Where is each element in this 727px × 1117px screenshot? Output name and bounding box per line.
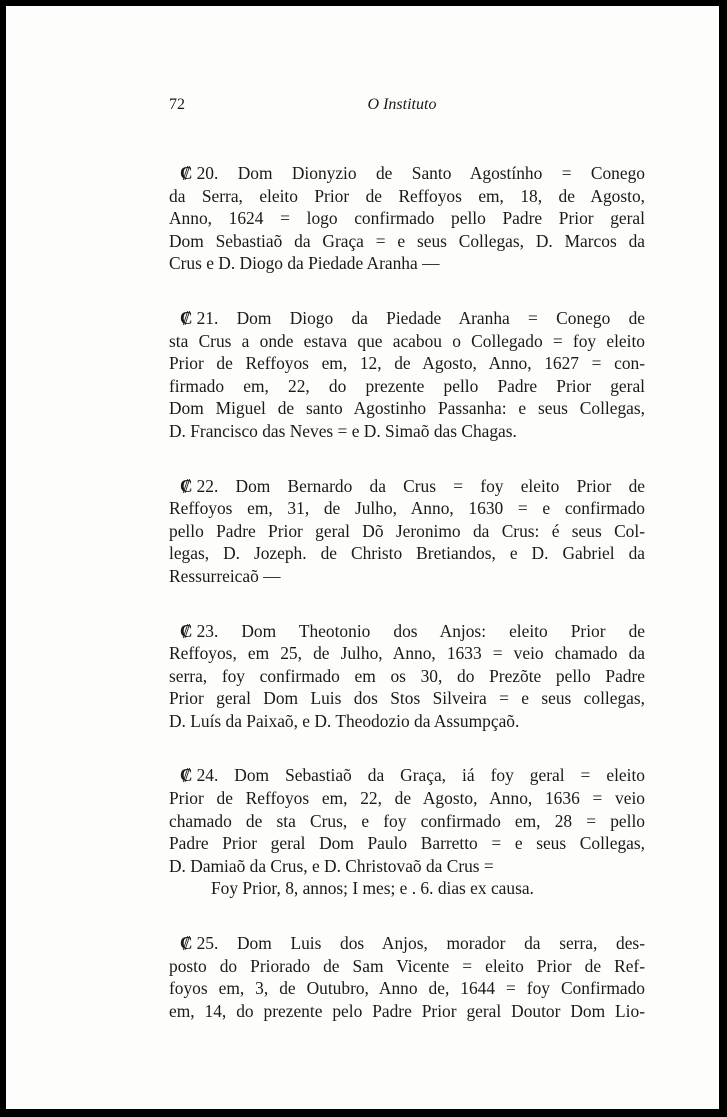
entry-line: Prior de Reffoyos em, 22, de Agosto, Anno, 1636 = veio [169,788,645,809]
paragraph-mark-icon: ₡ [180,620,193,641]
page-number: 72 [169,96,185,113]
entry-line: foyos em, 3, de Outubro, Anno de, 1644 = foy Confirmado [169,978,645,999]
entry-line: ₡ 24. Dom Sebastiaõ da Graça, iá foy geral = eleito [180,765,645,786]
entry-line: Dom Miguel de santo Agostinho Passanha: e seus Collegas, [169,398,645,419]
entry-line: ₡ 21. Dom Diogo da Piedade Aranha = Conego de [180,307,645,328]
entry-line: Anno, 1624 = logo confirmado pello Padre Prior geral [169,208,645,229]
entry-line: ₡ 23. Dom Theotonio dos Anjos: eleito Prior de [180,620,645,641]
entry-line: firmado em, 22, do prezente pello Padre Prior geral [169,375,645,396]
entry-line: posto do Priorado de Sam Vicente = eleito Prior de Ref- [169,955,645,976]
paragraph-mark-icon: ₡ [180,475,193,496]
entry-20 [169,162,645,275]
entry-24 [169,764,645,900]
entry-line: ₡ 22. Dom Bernardo da Crus = foy eleito Prior de [180,475,645,496]
paragraph-mark-icon: ₡ [180,163,193,183]
entry-line: Dom Sebastiaõ da Graça = e seus Collegas, D. Marcos da [169,230,645,251]
paragraph-mark-icon: ₡ [180,933,193,954]
entry-line: em, 14, do prezente pelo Padre Prior geral Doutor Dom Lio- [169,1000,645,1021]
entry-line: pello Padre Prior geral Dõ Jeronimo da Crus: é seus Col- [169,520,645,541]
entry-line: Ressurreicaõ — [169,565,281,586]
entry-line: ₡ 20. Dom Dionyzio de Santo Agostínho = Conego [180,163,645,183]
body-text [169,162,645,1054]
entry-line: Reffoyos, em 25, de Julho, Anno, 1633 = veio chamado da [169,643,645,664]
entry-line: serra, foy confirmado em os 30, do Prezõte pello Padre [169,665,645,686]
entry-line: D. Luís da Paixaõ, e D. Theodozio da Assumpçaõ. [169,710,520,731]
entry-line: da Serra, eleito Prior de Reffoyos em, 18, de Agosto, [169,185,645,206]
paragraph-mark-icon: ₡ [180,765,193,786]
entry-23 [169,620,645,733]
entry-line: D. Damiaõ da Crus, e D. Christovaõ da Crus = [169,855,494,876]
page-header [169,96,635,120]
entry-line: Crus e D. Diogo da Piedade Aranha — [169,253,440,274]
entry-line: Prior de Reffoyos em, 12, de Agosto, Anno, 1627 = con- [169,353,645,374]
entry-line: Padre Prior geral Dom Paulo Barretto = e seus Collegas, [169,833,645,854]
entry-line: Foy Prior, 8, annos; I mes; e . 6. dias ex causa. [211,878,534,899]
entry-line: ₡ 25. Dom Luis dos Anjos, morador da serra, des- [180,933,645,954]
entry-line: chamado de sta Crus, e foy confirmado em, 28 = pello [169,810,645,831]
entry-line: Prior geral Dom Luis dos Stos Silveira = e seus collegas, [169,688,645,709]
paragraph-mark-icon: ₡ [180,307,193,328]
entry-line: Reffoyos em, 31, de Julho, Anno, 1630 = e confirmado [169,498,645,519]
entry-line: sta Crus a onde estava que acabou o Collegado = foy eleito [169,330,645,351]
entry-line: D. Francisco das Neves = e D. Simaõ das Chagas. [169,420,517,441]
entry-25 [169,932,645,1022]
book-page [6,6,719,1109]
entry-22 [169,475,645,588]
entry-21 [169,307,645,443]
running-head: O Instituto [367,96,437,113]
entry-line: legas, D. Jozeph. de Christo Bretiandos, e D. Gabriel da [169,543,645,564]
